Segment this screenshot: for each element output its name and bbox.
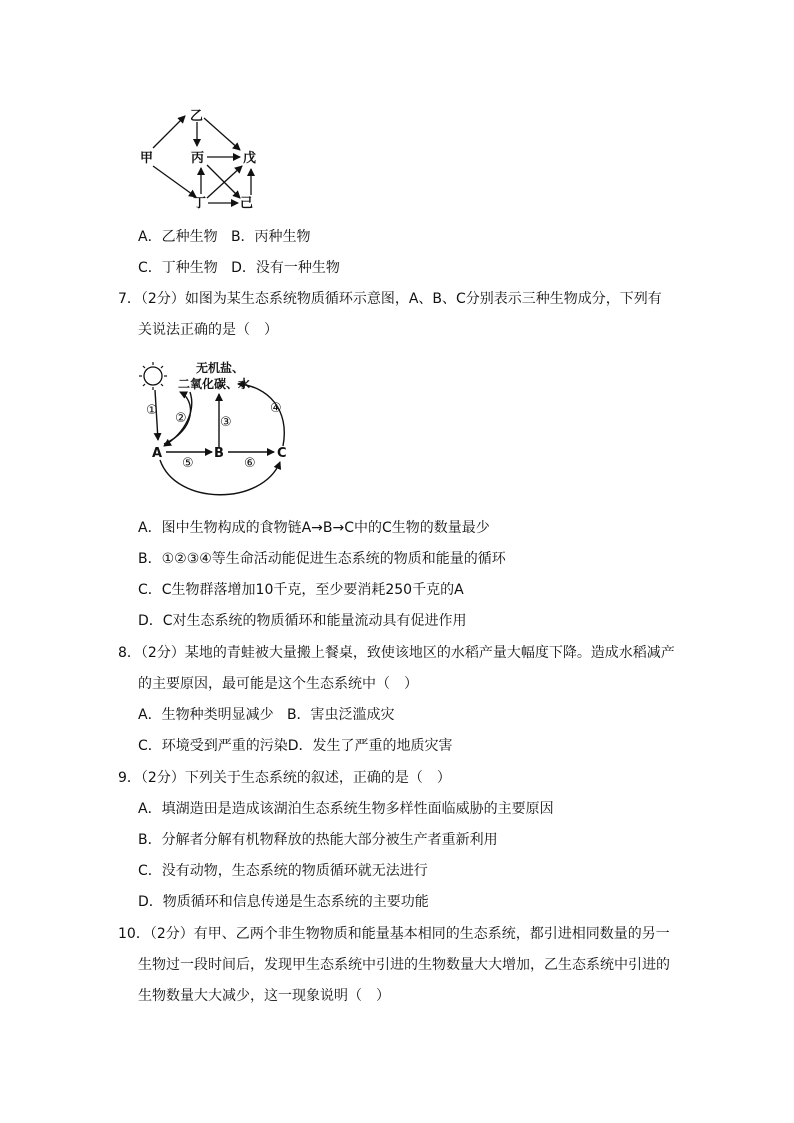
q7-option-a: A．图中生物构成的食物链A→B→C中的C生物的数量最少 — [138, 520, 490, 536]
inorganic-label-2: 二氧化碳、水 — [178, 377, 251, 391]
arrow-label-2: ② — [175, 411, 187, 426]
node-a: A — [152, 446, 163, 461]
q6-option-d: D．没有一种生物 — [231, 260, 340, 276]
q8-stem-line-1: 8．（2分）某地的青蛙被大量搬上餐桌，致使该地区的水稻产量大幅度下降。造成水稻减产 — [118, 645, 675, 661]
q8-option-b: B．害虫泛滥成灾 — [286, 707, 395, 723]
q6-option-b: B．丙种生物 — [230, 229, 311, 245]
node-c: C — [277, 446, 287, 461]
q7-option-c: C．C生物群落增加10千克，至少要消耗250千克的A — [138, 582, 464, 598]
arrow-label-6: ⑥ — [244, 456, 256, 471]
q6-option-c: C．丁种生物 — [138, 260, 218, 276]
q7-option-b: B．①②③④等生命活动能促进生态系统的物质和能量的循环 — [138, 551, 506, 567]
sun-icon — [139, 362, 167, 390]
q8-option-a: A．生物种类明显减少 — [138, 707, 274, 723]
q9-option-a: A．填湖造田是造成该湖泊生态系统生物多样性面临威胁的主要原因 — [138, 801, 554, 817]
q7-stem-line-1: 7．（2分）如图为某生态系统物质循环示意图，A、B、C分别表示三种生物成分，下列有 — [118, 291, 662, 307]
q6-option-a: A．乙种生物 — [138, 229, 218, 245]
inorganic-label-1: 无机盐、 — [196, 361, 245, 375]
q8-option-row-2 — [138, 736, 453, 756]
arrow-label-3: ③ — [220, 415, 232, 430]
node-bing: 丙 — [191, 151, 205, 166]
q10-stem-line-1: 10．（2分）有甲、乙两个非生物物质和能量基本相同的生态系统，都引进相同数量的另一 — [118, 926, 670, 942]
arrow-label-5: ⑤ — [182, 456, 194, 471]
q8-option-c: C．环境受到严重的污染 — [138, 738, 288, 754]
q10-stem-line-2: 生物过一段时间后，发现甲生态系统中引进的生物数量大大增加，乙生态系统中引进的 — [138, 957, 670, 973]
q8-stem-line-2: 的主要原因，最可能是这个生态系统中（ ） — [138, 676, 418, 692]
q9-stem-line-1: 9．（2分）下列关于生态系统的叙述，正确的是（ ） — [118, 770, 451, 786]
node-ding: 丁 — [193, 196, 207, 211]
q7-stem-line-2: 关说法正确的是（ ） — [138, 322, 278, 338]
node-ji: 己 — [240, 196, 254, 211]
arrow-label-4: ④ — [270, 401, 282, 416]
q8-option-d: D．发生了严重的地质灾害 — [287, 738, 453, 754]
q8-option-row-1 — [138, 705, 395, 725]
node-b: B — [214, 446, 224, 461]
node-yi: 乙 — [190, 109, 204, 124]
q9-option-c: C．没有动物，生态系统的物质循环就无法进行 — [138, 863, 428, 879]
q9-option-d: D．物质循环和信息传递是生态系统的主要功能 — [138, 894, 429, 910]
node-wu: 戊 — [243, 151, 257, 166]
q10-stem-line-3: 生物数量大大减少，这一现象说明（ ） — [138, 988, 390, 1004]
node-jia: 甲 — [140, 151, 154, 166]
q9-option-b: B．分解者分解有机物释放的热能大部分被生产者重新利用 — [138, 832, 498, 848]
arrow-label-1: ① — [146, 403, 158, 418]
arrow-a-c-bottom — [160, 460, 280, 495]
q7-option-d: D．C对生态系统的物质循环和能量流动具有促进作用 — [138, 613, 467, 629]
